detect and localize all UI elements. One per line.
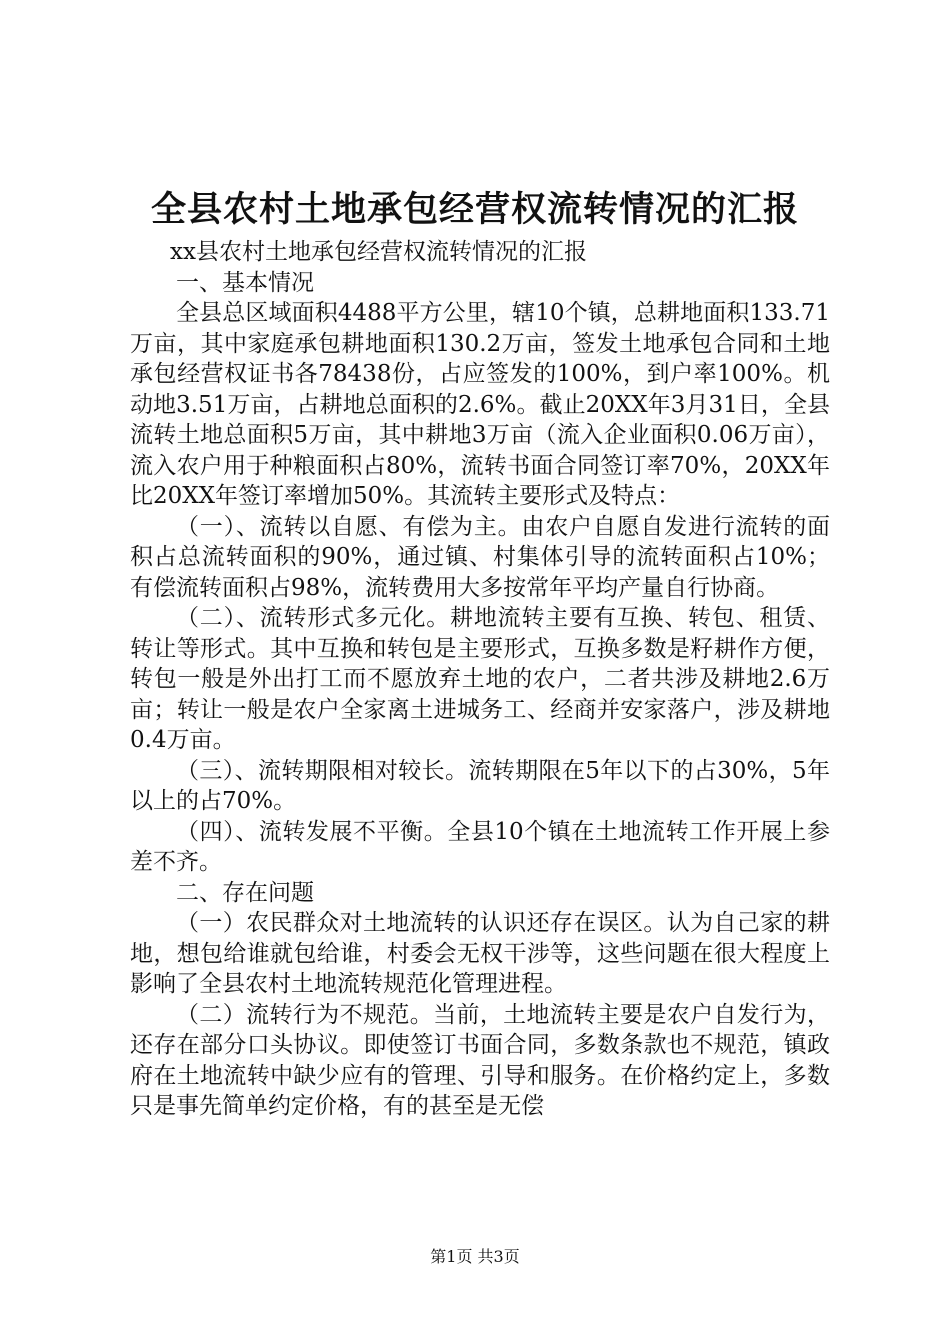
paragraph-problem-1: （一）农民群众对土地流转的认识还存在误区。认为自己家的耕地，想包给谁就包给谁，村委会无权干涉等，这些问题在很大程度上影响了全县农村土地流转规范化管理进程。 bbox=[130, 910, 830, 997]
document-title: 全县农村土地承包经营权流转情况的汇报 bbox=[150, 190, 799, 230]
section-heading-problems: 二、存在问题 bbox=[176, 879, 314, 906]
paragraph-point-1: （一）、流转以自愿、有偿为主。由农户自愿自发进行流转的面积占总流转面积的90%，通过镇、村集体引导的流转面积占10%；有偿流转面积占98%，流转费用大多按常年平均产量自行协商。 bbox=[130, 513, 830, 601]
paragraph-point-4: （四）、流转发展不平衡。全县10个镇在土地流转工作开展上参差不齐。 bbox=[130, 818, 830, 875]
paragraph-point-3: （三）、流转期限相对较长。流转期限在5年以下的占30%，5年以上的占70%。 bbox=[130, 757, 830, 814]
paragraph-point-2: （二）、流转形式多元化。耕地流转主要有互换、转包、租赁、转让等形式。其中互换和转包是主要形式，互换多数是籽耕作方便，转包一般是外出打工而不愿放弃土地的农户，二者共涉及耕地2.6万亩；转让一般是农户全家离土进城务工、经商并安家落户，涉及耕地0.4万亩。 bbox=[130, 605, 830, 753]
page-number-footer: 第1页 共3页 bbox=[430, 1247, 520, 1266]
section-heading-basic: 一、基本情况 bbox=[176, 269, 314, 296]
paragraph-problem-2: （二）流转行为不规范。当前，土地流转主要是农户自发行为，还存在部分口头协议。即使签订书面合同，多数条款也不规范，镇政府在土地流转中缺少应有的管理、引导和服务。在价格约定上，多数只是事先简单约定价格，有的甚至是无偿 bbox=[130, 1001, 830, 1119]
document-subtitle: xx县农村土地承包经营权流转情况的汇报 bbox=[170, 239, 587, 265]
paragraph-overview: 全县总区域面积4488平方公里，辖10个镇，总耕地面积133.71万亩，其中家庭承包耕地面积130.2万亩，签发土地承包合同和土地承包经营权证书各78438份，占应签发的100%，到户率100%。机动地3.51万亩，占耕地总面积的2.6%。截止20XX年3月31日，全县流转土地总面积5万亩，其中耕地3万亩（流入企业面积0.06万亩），流入农户用于种粮面积占80%，流转书面合同签订率70%，20XX年比20XX年签订率增加50%。其流转主要形式及特点： bbox=[130, 300, 830, 509]
document-body bbox=[130, 237, 830, 1122]
